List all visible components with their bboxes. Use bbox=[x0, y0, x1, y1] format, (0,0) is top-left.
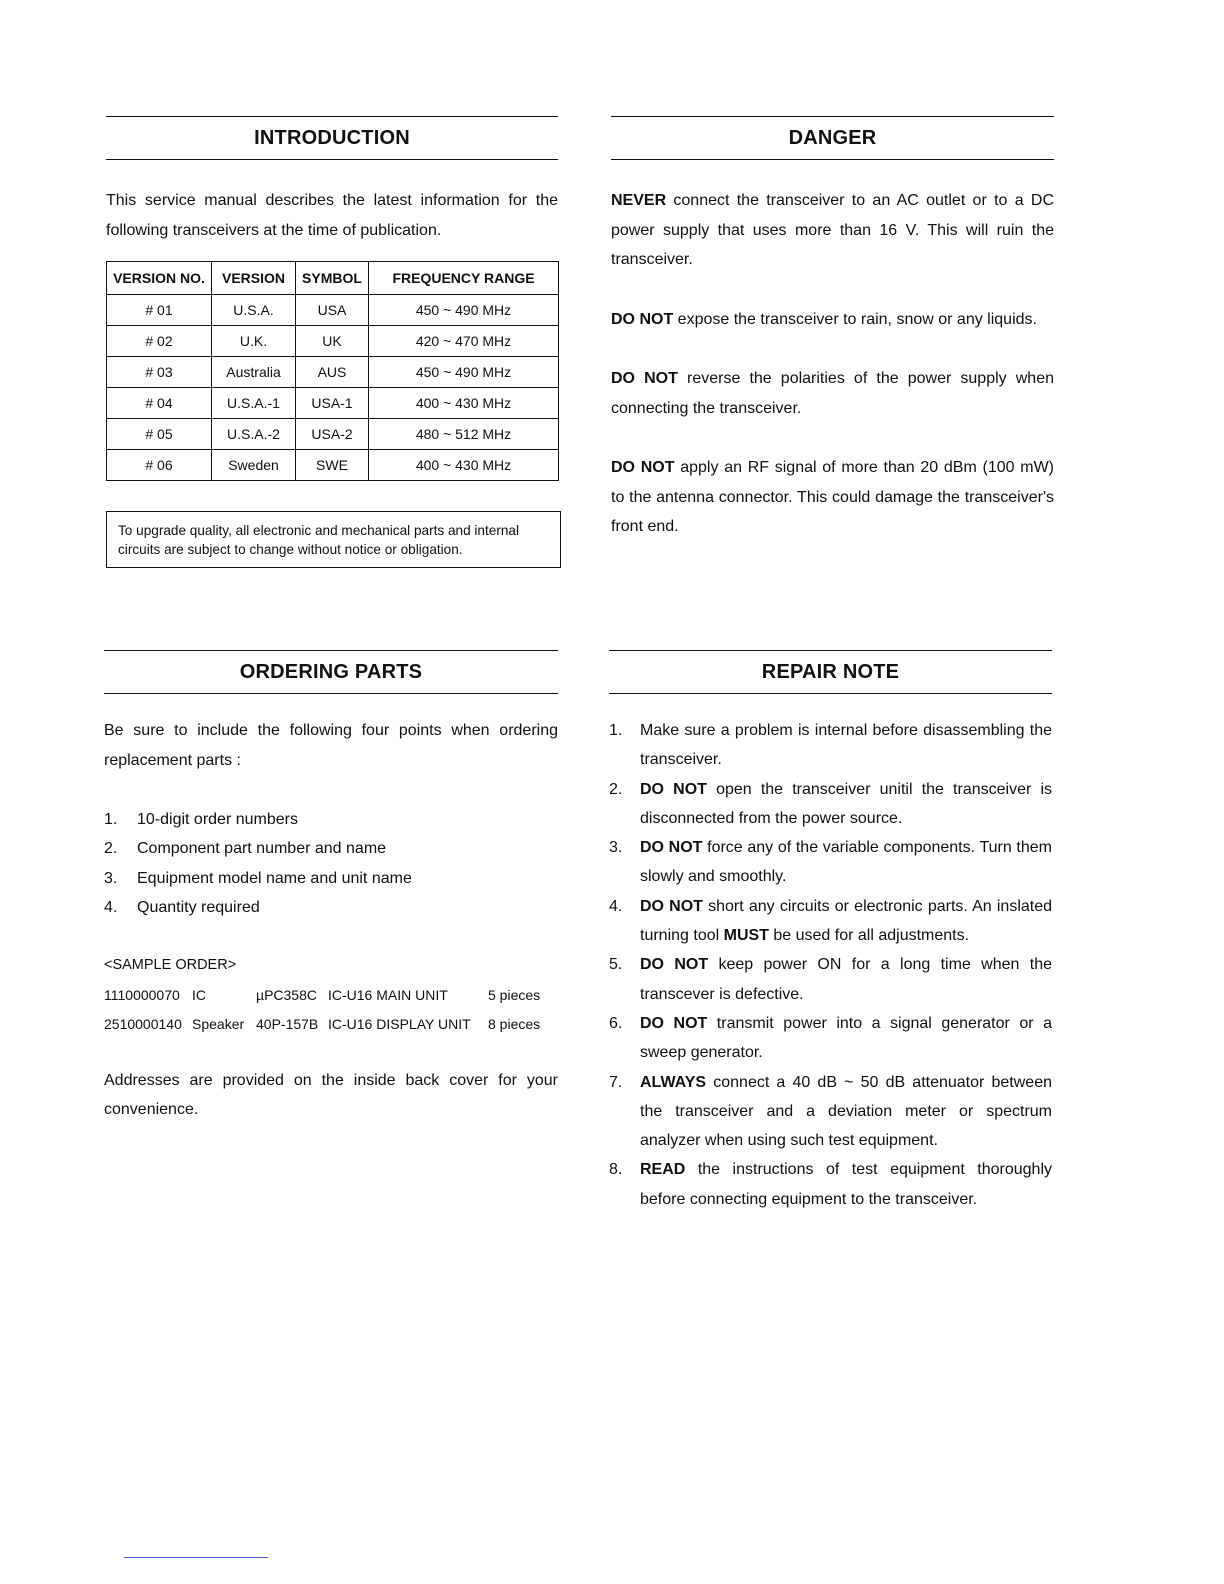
cell-symbol: USA-2 bbox=[296, 419, 369, 450]
sample-part-name: Speaker bbox=[192, 1016, 245, 1033]
cell-version: U.S.A.-2 bbox=[212, 419, 296, 450]
warning-keyword: DO NOT bbox=[640, 956, 709, 974]
warning-keyword: DO NOT bbox=[640, 1014, 708, 1032]
list-item: 3. DO NOT force any of the variable components. Turn them slowly and smoothly. bbox=[609, 839, 1053, 886]
cell-symbol: USA-1 bbox=[296, 388, 369, 419]
footer-rule bbox=[124, 1557, 268, 1558]
cell-version-no: # 06 bbox=[107, 450, 212, 481]
cell-version: Australia bbox=[212, 357, 296, 388]
cell-frequency-range: 450 ~ 490 MHz bbox=[369, 357, 559, 388]
danger-section bbox=[611, 116, 1054, 542]
sample-order-heading: <SAMPLE ORDER> bbox=[104, 957, 237, 974]
ordering-points-list bbox=[104, 805, 558, 922]
danger-text: expose the transceiver to rain, snow or any liquids. bbox=[673, 310, 1037, 328]
danger-keyword: DO NOT bbox=[611, 370, 678, 387]
table-row bbox=[107, 295, 559, 326]
sample-order-row bbox=[104, 1010, 558, 1040]
danger-keyword: DO NOT bbox=[611, 310, 674, 328]
danger-item bbox=[611, 453, 1054, 542]
list-item: 4. DO NOT short any circuits or electronic parts. An inslated turning tool MUST be used for all adjustments. bbox=[609, 897, 1053, 945]
list-item: 1. Make sure a problem is internal before disassembling the transceiver. bbox=[609, 722, 1052, 769]
ordering-parts-heading: ORDERING PARTS bbox=[104, 650, 558, 694]
danger-keyword: NEVER bbox=[611, 192, 667, 209]
warning-keyword: DO NOT bbox=[640, 780, 707, 798]
list-item: 5. DO NOT keep power ON for a long time when the transcever is defective. bbox=[609, 956, 1053, 1003]
list-item: 1. 10-digit order numbers bbox=[104, 811, 298, 828]
cell-symbol: UK bbox=[296, 326, 369, 357]
cell-frequency-range: 450 ~ 490 MHz bbox=[369, 295, 559, 326]
cell-version: Sweden bbox=[212, 450, 296, 481]
danger-heading: DANGER bbox=[611, 116, 1054, 160]
cell-symbol: SWE bbox=[296, 450, 369, 481]
danger-text: apply an RF signal of more than 20 dBm (100 mW) to the antenna connector. This could damage the transceiver's front end. bbox=[611, 459, 1054, 535]
danger-item bbox=[611, 186, 1054, 275]
danger-keyword: DO NOT bbox=[611, 459, 675, 476]
table-row bbox=[107, 326, 559, 357]
sample-unit-name: IC-U16 MAIN UNIT bbox=[328, 986, 448, 1003]
sample-part-name: IC bbox=[192, 986, 206, 1003]
danger-item bbox=[611, 305, 1054, 335]
version-table bbox=[106, 261, 559, 481]
ordering-parts-section bbox=[104, 650, 558, 1125]
warning-keyword: READ bbox=[640, 1161, 686, 1179]
table-header-row bbox=[107, 262, 559, 295]
warning-keyword: DO NOT bbox=[640, 839, 703, 857]
list-item: 4. Quantity required bbox=[104, 898, 260, 916]
sample-unit-name: IC-U16 DISPLAY UNIT bbox=[328, 1016, 471, 1033]
cell-version-no: # 02 bbox=[107, 326, 212, 357]
introduction-heading: INTRODUCTION bbox=[106, 116, 558, 160]
list-item: 2. Component part number and name bbox=[104, 840, 387, 858]
list-item: 2. DO NOT open the transceiver unitil the transceiver is disconnected from the power source. bbox=[609, 780, 1052, 827]
sample-quantity: 8 pieces bbox=[488, 1016, 541, 1033]
column-header-version: VERSION bbox=[212, 262, 296, 295]
cell-frequency-range: 420 ~ 470 MHz bbox=[369, 326, 559, 357]
introduction-text: This service manual describes the latest information for the following transceivers at the time of publication. bbox=[106, 192, 558, 239]
ordering-footer: Addresses are provided on the inside back cover for your convenience. bbox=[104, 1071, 558, 1119]
repair-note-section bbox=[609, 650, 1052, 1214]
sample-quantity: 5 pieces bbox=[488, 986, 541, 1003]
table-row bbox=[107, 450, 559, 481]
cell-version: U.S.A. bbox=[212, 295, 296, 326]
cell-version-no: # 01 bbox=[107, 295, 212, 326]
column-header-version-no: VERSION NO. bbox=[107, 262, 212, 295]
table-row bbox=[107, 388, 559, 419]
cell-symbol: USA bbox=[296, 295, 369, 326]
table-row bbox=[107, 419, 559, 450]
cell-version-no: # 04 bbox=[107, 388, 212, 419]
ordering-intro: Be sure to include the following four points when ordering replacement parts : bbox=[104, 722, 558, 769]
cell-frequency-range: 400 ~ 430 MHz bbox=[369, 388, 559, 419]
list-item: 8. READ the instructions of test equipment thoroughly before connecting equipment to the transceiver. bbox=[609, 1161, 1052, 1208]
cell-version-no: # 05 bbox=[107, 419, 212, 450]
cell-version: U.S.A.-1 bbox=[212, 388, 296, 419]
danger-text: connect the transceiver to an AC outlet or to a DC power supply that uses more than 16 V. This will ruin the transceiver. bbox=[611, 192, 1054, 268]
list-item: 7. ALWAYS connect a 40 dB ~ 50 dB attenuator between the transceiver and a deviation meter or spectrum analyzer when using such test equipment. bbox=[609, 1073, 1052, 1150]
cell-symbol: AUS bbox=[296, 357, 369, 388]
notice-box: To upgrade quality, all electronic and mechanical parts and internal circuits are subject to change without notice or obligation. bbox=[106, 511, 561, 568]
warning-keyword: MUST bbox=[723, 927, 769, 945]
sample-part-number: 40P-157B bbox=[256, 1016, 319, 1033]
introduction-section bbox=[106, 116, 558, 568]
cell-frequency-range: 480 ~ 512 MHz bbox=[369, 419, 559, 450]
repair-notes-list bbox=[609, 716, 1052, 1214]
repair-note-heading: REPAIR NOTE bbox=[609, 650, 1052, 694]
sample-part-number: µPC358C bbox=[256, 986, 317, 1003]
cell-version: U.K. bbox=[212, 326, 296, 357]
list-item: 6. DO NOT transmit power into a signal generator or a sweep generator. bbox=[609, 1014, 1053, 1062]
sample-order bbox=[104, 951, 558, 1040]
sample-order-number: 1110000070 bbox=[104, 986, 180, 1003]
table-row bbox=[107, 357, 559, 388]
column-header-frequency-range: FREQUENCY RANGE bbox=[369, 262, 559, 295]
sample-order-row bbox=[104, 981, 558, 1011]
danger-text: reverse the polarities of the power supply when connecting the transceiver. bbox=[611, 370, 1055, 417]
cell-frequency-range: 400 ~ 430 MHz bbox=[369, 450, 559, 481]
warning-keyword: DO NOT bbox=[640, 897, 703, 915]
sample-order-number: 2510000140 bbox=[104, 1016, 182, 1033]
cell-version-no: # 03 bbox=[107, 357, 212, 388]
list-item: 3. Equipment model name and unit name bbox=[104, 869, 412, 887]
column-header-symbol: SYMBOL bbox=[296, 262, 369, 295]
danger-item bbox=[611, 364, 1054, 423]
warning-keyword: ALWAYS bbox=[640, 1073, 707, 1091]
